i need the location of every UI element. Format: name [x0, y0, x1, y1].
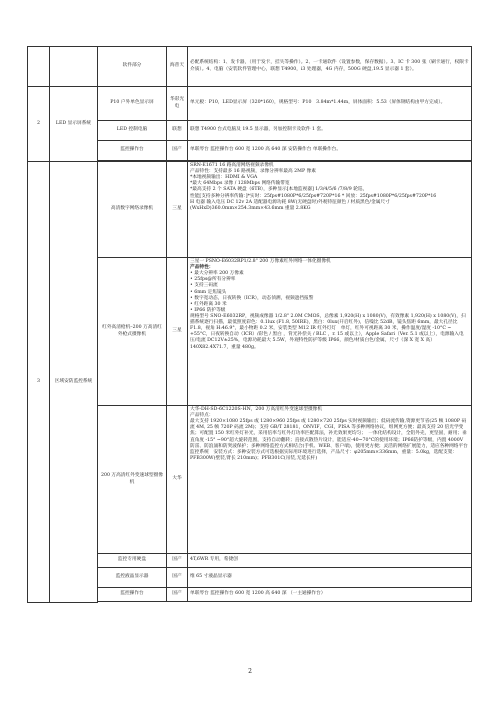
- table-row: [28, 47, 472, 87]
- item-spec: 维 65 寸液晶显示器: [188, 568, 472, 588]
- item-brand: 海普天: [167, 47, 188, 87]
- system-name: LED 显示屏系统: [50, 87, 98, 162]
- seq-number: 2: [28, 87, 50, 162]
- item-name: 监控操作台: [98, 588, 167, 602]
- item-brand: 国产: [167, 554, 188, 568]
- item-brand: 三星: [167, 258, 188, 406]
- item-brand: 联想: [167, 121, 188, 141]
- item-brand: 三星: [167, 162, 188, 258]
- table-row: [28, 87, 472, 121]
- item-name: 红外高清枪机–200 万高清红外枪式摄像机: [98, 258, 167, 406]
- item-name: 软件部分: [98, 47, 167, 87]
- item-spec: 单联琴台 监控操作台 600 宽 1200 高 640 深 （一主通操作台）: [188, 588, 472, 602]
- item-brand: 大华: [167, 406, 188, 554]
- item-brand: 华彩光电: [167, 87, 188, 121]
- table-row: [28, 162, 472, 258]
- system-name: 区域安防监控系统: [50, 162, 98, 603]
- seq-number: 3: [28, 162, 50, 603]
- item-spec: 三星一 PSNO-E6032RP1/2.8" 200 万像素红外网络一体化摄像机 产品特性： • 最大分辨率 200 万像素 • 25fps@所有分辨率 • 支持三码流 • 6mm 定焦镜头 • 数字宽动态，日夜转换（ICR），动态侦测，视频遮挡报警 • 红外距离 30 米 • IP66 防护等级 规格型号 SNO-E6032RP，视频成像器 1/2.8" 2.0M CMOS，总像素 1,920(H) x 1080(V)，有效像素 1,920(H) x 1080(V)，扫描系统逐行扫描，最低照度彩色：0.1lux (F1.8, 50IRE)，黑白：0lux(开启红外)，信噪比 52dB，镜头焦距 6mm，最大孔径比 F1.8，视角 H:46.9°，最小物距 0.2 米，安装类型 M12 IR 红外灯灯 单灯，红外可视距离 30 米，操作温度/湿度 -10°C ~ +55°C，日夜转换自动（ICR）/彩色 / 黑白 ，背光补偿关 / BLC ，r. 15 或以上），Apple Safari（Ver. 5.1 或以上），电源输入电压/电流 DC12V±25%，电源功耗最大 5.5W，外观特性防护等级 IP66，颜色/材质白色/金属，尺寸（深 X 宽 X 高）140X82.4X71.7，重量 480g。: [188, 258, 472, 406]
- item-spec: 单联琴台 监控操作台 600 宽 1200 高 640 深 安防操作台 单联操作台。: [188, 141, 472, 161]
- item-spec: 大华-DH-SD-6C1220S-HN，200 万高清红外变速球型摄像机 产品特点： 最大支持 1920×1080 25fps 或 1280×960 25fps 或 1280×720 25fps 实时视频输出；低码流传输,资源更节省(25 帧 1080P 码流 4M, 25 帧 720P 码流 2M)；支持 GB/T 28181，ONVIF，CGI，PISA 等多种网络协议，组网更方便；最高支持 20 倍光学变焦；可配置 150 米红外灯补光，采用倍率与红外灯功率匹配算法，补光效果更均匀； 一体化结构设计，全铝外壳，更坚固，耐用；垂直角度 -15° ~90°超大旋转范围，支持自动翻转；直接式散热片设计，能适应-40~70°C的使用环境；IP66防护等级，内置 4000V 防雷、防浪涌和防突波保护；多种网络监控方式相结合(手机、WEB、客户端)，使用更方便；灵活的网络扩展能力，适应各种网络平台监控系统 安装方式：多种安装方式可选根据实际用环境进行选择，产品尺寸：φ205mm×336mm，重量：5.0kg，选配支架：PFB300W(壁装,臂长 210mm)；PFB301C(吊装,无延长杆): [188, 406, 472, 554]
- item-brand: 国产: [167, 588, 188, 602]
- item-name: 监控液晶显示器: [98, 568, 167, 588]
- page-number: 2: [248, 668, 252, 675]
- item-brand: 国产: [167, 568, 188, 588]
- item-spec: 联想 T4900 台式电脑及 19.5 显示器，另加控制卡及软件 1 套。: [188, 121, 472, 141]
- equipment-spec-table: [27, 46, 472, 603]
- item-spec: SRN-E1671 16 路高清网络视频录像机 产品特性：支持最多 16 路视频，录像分辨率最高 2MP 像素 *本地视频输出：HDMI & VGA *最大 64Mbps 录像 / 128Mbps 网络传输带宽 *最高支持 2 个 SATA 硬盘（6TB），多种显示[本地监视器] 1/3/4/5/6 /7/8/9 轮巡， 性能[支持多种分辨率传输：]*实时：25fps#1080P*6/25fps#720P*16 * 回放：25fps#1080P*6/25fps#720P*16 H 电器 输入电压 DC 12v 2A 适配器电源功耗 8W(无硬盘时)外观特征颜色 / 材质黑色/金属尺寸(WxHxD)360.0mm×254.3mm×43.6mm 重量 2.8KG: [188, 162, 472, 258]
- item-spec: 4T,6WR 专用，希捷创: [188, 554, 472, 568]
- item-name: 监控操作台: [98, 141, 167, 161]
- item-name: 200 万高清红外变速球型摄像机: [98, 406, 167, 554]
- item-name: P10 户外单色显示屏: [98, 87, 167, 121]
- item-name: LED 控制电脑: [98, 121, 167, 141]
- item-name: 高清数字网络录像机: [98, 162, 167, 258]
- item-brand: 国产: [167, 141, 188, 161]
- item-name: 监控专用硬盘: [98, 554, 167, 568]
- item-spec: 必配系统结构：1、发卡器，（用于发卡，挂失等操作）。2、一卡通软件（设置参数，保存数据）。3、IC 卡 300 张（刷卡通行，权限卡介质）。4、电脑（安装软件管理中心，联想 T4900，i3 处理器，4G 内存，500G 硬盘,19.5 显示器 1 套）。: [188, 47, 472, 87]
- item-spec: 单元板：P10，LED显示屏（320*160），规格型号：P10 3.84m*1.44m，屏体面积：5.53（屏体钢结构由甲方完成）。: [188, 87, 472, 121]
